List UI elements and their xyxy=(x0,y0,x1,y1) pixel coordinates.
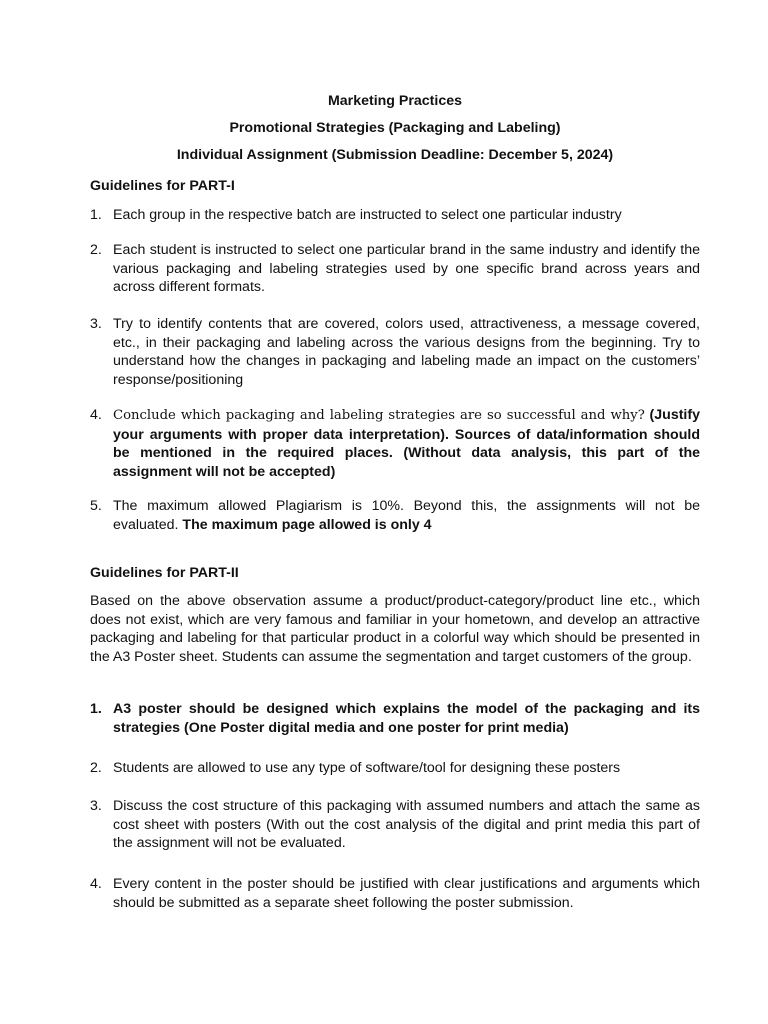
part2-intro: Based on the above observation assume a product/product-category/product line etc., which does not exist, which are very famous and familiar in your hometown, and develop an attractive packaging and labeling for that particular product in a colorful way which should be presented in the A3 Poster sheet. Students can assume the segmentation and target customers of the group. xyxy=(90,593,700,665)
list-number: 2. xyxy=(90,760,102,776)
list-number: 4. xyxy=(90,407,102,423)
part2-item-4 xyxy=(90,875,700,912)
item-bold-text: A3 poster should be designed which explains the model of the packaging and its strategies (One Poster digital media and one poster for print media) xyxy=(113,701,700,736)
item-bold-text: The maximum page allowed is only 4 xyxy=(178,516,432,533)
list-number: 4. xyxy=(90,876,102,892)
item-text: Try to identify contents that are covered, colors used, attractiveness, a message covered, etc., in their packaging and labeling across the various designs from the beginning. Try to understand how the changes in packaging and labeling made an impact on the customers’ response/positioning xyxy=(113,316,700,388)
list-number: 5. xyxy=(90,498,102,514)
part2-heading: Guidelines for PART-II xyxy=(90,565,239,581)
item-text: Conclude which packaging and labeling strategies are so successful and why? xyxy=(113,408,645,423)
item-text: Every content in the poster should be justified with clear justifications and arguments which should be submitted as a separate sheet following the poster submission. xyxy=(113,876,700,911)
list-number: 2. xyxy=(90,242,102,258)
part1-heading: Guidelines for PART-I xyxy=(90,178,235,194)
part1-item-5 xyxy=(90,497,700,534)
list-number: 3. xyxy=(90,316,102,332)
list-number: 1. xyxy=(90,207,102,223)
item-bold-text: (Justify your arguments with proper data interpretation). Sources of data/information should be mentioned in the required places. (Without data analysis, this part of the assignment will not be accepted) xyxy=(113,407,700,480)
assignment-title: Individual Assignment (Submission Deadline: December 5, 2024) xyxy=(176,147,614,163)
item-text: The maximum allowed Plagiarism is 10%. Beyond this, the assignments will not be evaluated. xyxy=(113,498,700,533)
part1-item-3 xyxy=(90,315,700,389)
item-text: Students are allowed to use any type of software/tool for designing these posters xyxy=(113,760,621,776)
list-number: 1. xyxy=(90,701,102,717)
part1-item-2 xyxy=(90,241,700,297)
list-number: 3. xyxy=(90,798,102,814)
part1-item-1 xyxy=(90,206,700,225)
item-text: Each student is instructed to select one particular brand in the same industry and identify the various packaging and labeling strategies used by one specific brand across years and across different formats. xyxy=(113,242,700,296)
part1-item-4 xyxy=(90,406,700,481)
document-title-block xyxy=(0,92,768,173)
item-text: Each group in the respective batch are instructed to select one particular industry xyxy=(113,207,622,223)
course-title: Marketing Practices xyxy=(327,93,463,109)
part2-item-3 xyxy=(90,797,700,853)
part2-item-1 xyxy=(90,700,700,737)
item-text: Discuss the cost structure of this packaging with assumed numbers and attach the same as cost sheet with posters (With out the cost analysis of the digital and print media this part of the assignment will not be evaluated. xyxy=(113,798,700,852)
topic-title: Promotional Strategies (Packaging and Labeling) xyxy=(229,120,561,136)
part2-item-2 xyxy=(90,759,700,778)
